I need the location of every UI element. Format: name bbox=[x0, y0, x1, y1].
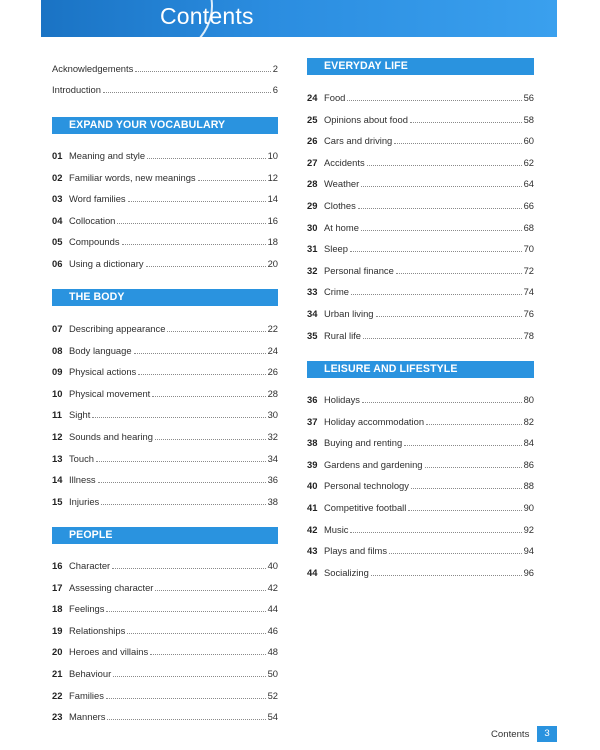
dot-leader bbox=[367, 165, 522, 166]
entry-title: Competitive football bbox=[324, 502, 407, 513]
section-heading-expand: EXPAND YOUR VOCABULARY bbox=[52, 117, 278, 134]
unit-number: 38 bbox=[307, 437, 318, 449]
page-number: 46 bbox=[267, 624, 278, 636]
section-heading-people: PEOPLE bbox=[52, 527, 278, 544]
unit-number: 23 bbox=[52, 711, 63, 723]
toc-entry[interactable] bbox=[307, 154, 534, 168]
entry-title: Touch bbox=[69, 452, 95, 464]
entry-title: Acknowledgements bbox=[52, 63, 134, 74]
unit-number: 34 bbox=[307, 308, 318, 319]
toc-entry[interactable] bbox=[52, 212, 278, 226]
entry-title: Families bbox=[69, 689, 104, 701]
unit-number: 14 bbox=[52, 474, 63, 486]
dot-leader bbox=[106, 611, 265, 612]
dot-leader bbox=[389, 553, 522, 554]
dot-leader bbox=[363, 338, 522, 339]
entry-title: Weather bbox=[324, 178, 360, 190]
entry-title: Introduction bbox=[52, 84, 101, 95]
dot-leader bbox=[371, 575, 522, 576]
dot-leader bbox=[198, 180, 266, 181]
unit-number: 19 bbox=[52, 624, 63, 636]
unit-number: 10 bbox=[52, 387, 63, 399]
toc-entry[interactable] bbox=[307, 132, 534, 146]
unit-number: 31 bbox=[307, 243, 318, 255]
dot-leader bbox=[347, 100, 521, 101]
page-number: 54 bbox=[267, 711, 278, 723]
page-number: 84 bbox=[523, 437, 534, 449]
entry-title: Physical actions bbox=[69, 366, 137, 378]
toc-entry[interactable] bbox=[307, 305, 534, 319]
toc-entry[interactable] bbox=[52, 622, 278, 636]
toc-entry[interactable] bbox=[307, 327, 534, 341]
entry-title: Behaviour bbox=[69, 668, 112, 679]
toc-entry[interactable] bbox=[52, 406, 278, 420]
toc-entry[interactable] bbox=[52, 471, 278, 485]
toc-entry[interactable] bbox=[307, 89, 534, 103]
toc-entry[interactable] bbox=[307, 240, 534, 254]
page-number: 6 bbox=[272, 84, 278, 95]
toc-entry[interactable] bbox=[52, 428, 278, 442]
page-number: 42 bbox=[267, 581, 278, 593]
unit-number: 18 bbox=[52, 603, 63, 615]
entry-title: Describing appearance bbox=[69, 323, 166, 334]
page-number: 26 bbox=[267, 366, 278, 378]
toc-entry[interactable] bbox=[307, 434, 534, 448]
unit-number: 33 bbox=[307, 286, 318, 298]
toc-entry[interactable] bbox=[52, 579, 278, 593]
unit-number: 07 bbox=[52, 323, 63, 334]
dot-leader bbox=[138, 374, 265, 375]
page-number: 18 bbox=[267, 236, 278, 248]
dot-leader bbox=[404, 445, 521, 446]
unit-number: 25 bbox=[307, 113, 318, 125]
dot-leader bbox=[107, 719, 265, 720]
unit-number: 05 bbox=[52, 236, 63, 248]
entry-title: Collocation bbox=[69, 214, 116, 226]
unit-number: 41 bbox=[307, 502, 318, 513]
entry-title: Holiday accommodation bbox=[324, 415, 425, 427]
toc-entry[interactable] bbox=[307, 283, 534, 297]
toc-entry[interactable] bbox=[307, 391, 534, 405]
toc-entry[interactable] bbox=[307, 175, 534, 189]
dot-leader bbox=[147, 158, 265, 159]
toc-entry[interactable] bbox=[52, 493, 278, 507]
entry-title: Cars and driving bbox=[324, 135, 393, 147]
page-number: 40 bbox=[267, 560, 278, 571]
page-number: 30 bbox=[267, 409, 278, 421]
dot-leader bbox=[101, 504, 265, 505]
entry-title: Buying and renting bbox=[324, 437, 403, 449]
page-number: 64 bbox=[523, 178, 534, 190]
page-number: 60 bbox=[523, 135, 534, 147]
dot-leader bbox=[358, 208, 522, 209]
footer-page-number: 3 bbox=[537, 726, 557, 742]
toc-entry[interactable] bbox=[52, 708, 278, 722]
unit-number: 21 bbox=[52, 668, 63, 679]
page-number: 96 bbox=[523, 566, 534, 578]
unit-number: 27 bbox=[307, 156, 318, 168]
toc-entry[interactable] bbox=[52, 342, 278, 356]
page-number: 94 bbox=[523, 545, 534, 557]
entry-title: Sleep bbox=[324, 243, 348, 255]
dot-leader bbox=[113, 676, 265, 677]
dot-leader bbox=[155, 439, 266, 440]
unit-number: 36 bbox=[307, 394, 318, 405]
page-number: 52 bbox=[267, 689, 278, 701]
dot-leader bbox=[350, 251, 522, 252]
toc-entry[interactable] bbox=[52, 363, 278, 377]
toc-entry[interactable] bbox=[52, 687, 278, 701]
unit-number: 06 bbox=[52, 258, 63, 269]
page-number: 32 bbox=[267, 431, 278, 442]
unit-number: 39 bbox=[307, 458, 318, 470]
unit-number: 04 bbox=[52, 214, 63, 226]
page-number: 92 bbox=[523, 523, 534, 535]
unit-number: 03 bbox=[52, 193, 63, 205]
entry-title: Heroes and villains bbox=[69, 646, 149, 658]
section-heading-everyday: EVERYDAY LIFE bbox=[307, 58, 534, 75]
dot-leader bbox=[155, 590, 265, 591]
unit-number: 35 bbox=[307, 329, 318, 341]
toc-entry[interactable] bbox=[52, 600, 278, 614]
footer-label: Contents bbox=[491, 729, 530, 740]
unit-number: 01 bbox=[52, 150, 63, 161]
entry-title: Music bbox=[324, 523, 349, 535]
entry-title: Personal finance bbox=[324, 264, 394, 276]
dot-leader bbox=[122, 244, 266, 245]
entry-title: Personal technology bbox=[324, 480, 409, 492]
toc-entry[interactable] bbox=[52, 255, 278, 269]
page-number: 12 bbox=[267, 171, 278, 183]
section-heading-leisure: LEISURE AND LIFESTYLE bbox=[307, 361, 534, 378]
dot-leader bbox=[396, 273, 522, 274]
toc-entry[interactable] bbox=[52, 643, 278, 657]
toc-entry[interactable] bbox=[307, 111, 534, 125]
entry-title: Physical movement bbox=[69, 387, 151, 399]
page-number: 82 bbox=[523, 415, 534, 427]
dot-leader bbox=[351, 294, 522, 295]
unit-number: 17 bbox=[52, 581, 63, 593]
dot-leader bbox=[152, 396, 265, 397]
entry-title: Relationships bbox=[69, 624, 126, 636]
page-number: 88 bbox=[523, 480, 534, 492]
toc-entry[interactable] bbox=[307, 542, 534, 556]
dot-leader bbox=[361, 186, 521, 187]
entry-title: Rural life bbox=[324, 329, 361, 341]
unit-number: 26 bbox=[307, 135, 318, 147]
page-number: 74 bbox=[523, 286, 534, 298]
dot-leader bbox=[92, 417, 265, 418]
page-number: 68 bbox=[523, 221, 534, 233]
unit-number: 13 bbox=[52, 452, 63, 464]
page-number: 50 bbox=[267, 668, 278, 679]
toc-entry[interactable] bbox=[307, 564, 534, 578]
toc-entry[interactable] bbox=[307, 477, 534, 491]
toc-entry[interactable] bbox=[52, 665, 278, 679]
entry-title: Opinions about food bbox=[324, 113, 408, 125]
page-number: 16 bbox=[267, 214, 278, 226]
page-number: 14 bbox=[267, 193, 278, 205]
entry-title: Assessing character bbox=[69, 581, 154, 593]
page-number: 36 bbox=[267, 474, 278, 486]
unit-number: 15 bbox=[52, 495, 63, 507]
entry-title: Holidays bbox=[324, 394, 360, 405]
dot-leader bbox=[96, 461, 266, 462]
page-number: 38 bbox=[267, 495, 278, 507]
entry-title: Food bbox=[324, 92, 346, 103]
unit-number: 22 bbox=[52, 689, 63, 701]
unit-number: 40 bbox=[307, 480, 318, 492]
dot-leader bbox=[361, 230, 522, 231]
page-number: 22 bbox=[267, 323, 278, 334]
entry-title: Gardens and gardening bbox=[324, 458, 423, 470]
entry-title: Urban living bbox=[324, 308, 374, 319]
dot-leader bbox=[112, 568, 265, 569]
dot-leader bbox=[376, 316, 522, 317]
dot-leader bbox=[394, 143, 521, 144]
unit-number: 20 bbox=[52, 646, 63, 658]
entry-title: Character bbox=[69, 560, 111, 571]
page-number: 2 bbox=[272, 63, 278, 74]
dot-leader bbox=[146, 266, 266, 267]
unit-number: 11 bbox=[52, 409, 62, 421]
dot-leader bbox=[408, 510, 521, 511]
page-title: Contents bbox=[160, 3, 254, 29]
unit-number: 02 bbox=[52, 171, 63, 183]
unit-number: 42 bbox=[307, 523, 318, 535]
entry-title: Body language bbox=[69, 344, 132, 356]
toc-entry[interactable] bbox=[307, 262, 534, 276]
page-number: 34 bbox=[267, 452, 278, 464]
toc-entry[interactable] bbox=[52, 385, 278, 399]
dot-leader bbox=[127, 633, 265, 634]
entry-title: Feelings bbox=[69, 603, 105, 615]
dot-leader bbox=[106, 698, 266, 699]
page-number: 66 bbox=[523, 200, 534, 211]
unit-number: 28 bbox=[307, 178, 318, 190]
entry-title: Using a dictionary bbox=[69, 258, 144, 269]
dot-leader bbox=[411, 488, 522, 489]
dot-leader bbox=[103, 92, 271, 93]
dot-leader bbox=[117, 223, 265, 224]
entry-title: Injuries bbox=[69, 495, 100, 507]
entry-title: Meaning and style bbox=[69, 150, 146, 161]
page-number: 90 bbox=[523, 502, 534, 513]
page-number: 56 bbox=[523, 92, 534, 103]
dot-leader bbox=[135, 71, 270, 72]
section-heading-body: THE BODY bbox=[52, 289, 278, 306]
entry-title: Socializing bbox=[324, 566, 369, 578]
toc-entry[interactable] bbox=[52, 190, 278, 204]
entry-title: Crime bbox=[324, 286, 349, 298]
page-number: 70 bbox=[523, 243, 534, 255]
toc-entry[interactable] bbox=[52, 60, 278, 74]
toc-entry[interactable] bbox=[307, 413, 534, 427]
page-number: 24 bbox=[267, 344, 278, 356]
entry-title: Clothes bbox=[324, 200, 356, 211]
entry-title: Compounds bbox=[69, 236, 120, 248]
unit-number: 09 bbox=[52, 366, 63, 378]
entry-title: Manners bbox=[69, 711, 106, 723]
entry-title: Accidents bbox=[324, 156, 365, 168]
entry-title: Sounds and hearing bbox=[69, 431, 153, 442]
page-number: 86 bbox=[523, 458, 534, 470]
page-number: 20 bbox=[267, 258, 278, 269]
page-number: 80 bbox=[523, 394, 534, 405]
dot-leader bbox=[150, 654, 265, 655]
page-number: 28 bbox=[267, 387, 278, 399]
unit-number: 16 bbox=[52, 560, 63, 571]
unit-number: 29 bbox=[307, 200, 318, 211]
toc-entry[interactable] bbox=[307, 197, 534, 211]
entry-title: At home bbox=[324, 221, 359, 233]
toc-entry[interactable] bbox=[52, 147, 278, 161]
page-number: 72 bbox=[523, 264, 534, 276]
toc-entry[interactable] bbox=[307, 219, 534, 233]
dot-leader bbox=[425, 467, 522, 468]
dot-leader bbox=[128, 201, 266, 202]
toc-entry[interactable] bbox=[52, 233, 278, 247]
unit-number: 30 bbox=[307, 221, 318, 233]
page-number: 78 bbox=[523, 329, 534, 341]
dot-leader bbox=[134, 353, 266, 354]
dot-leader bbox=[410, 122, 522, 123]
page-number: 62 bbox=[523, 156, 534, 168]
unit-number: 37 bbox=[307, 415, 318, 427]
toc-entry[interactable] bbox=[307, 499, 534, 513]
dot-leader bbox=[98, 482, 266, 483]
page-number: 48 bbox=[267, 646, 278, 658]
dot-leader bbox=[362, 402, 522, 403]
dot-leader bbox=[350, 532, 521, 533]
unit-number: 08 bbox=[52, 344, 63, 356]
entry-title: Sight bbox=[69, 409, 91, 421]
dot-leader bbox=[426, 424, 522, 425]
entry-title: Word families bbox=[69, 193, 126, 205]
unit-number: 43 bbox=[307, 545, 318, 557]
toc-entry[interactable] bbox=[52, 169, 278, 183]
entry-title: Plays and films bbox=[324, 545, 388, 557]
entry-title: Illness bbox=[69, 474, 96, 486]
page-number: 58 bbox=[523, 113, 534, 125]
toc-entry[interactable] bbox=[52, 557, 278, 571]
page-number: 44 bbox=[267, 603, 278, 615]
dot-leader bbox=[167, 331, 265, 332]
unit-number: 12 bbox=[52, 431, 63, 442]
toc-entry[interactable] bbox=[52, 320, 278, 334]
toc-entry[interactable] bbox=[307, 521, 534, 535]
toc-entry[interactable] bbox=[52, 81, 278, 95]
toc-entry[interactable] bbox=[307, 456, 534, 470]
page-number: 10 bbox=[267, 150, 278, 161]
unit-number: 44 bbox=[307, 566, 318, 578]
entry-title: Familiar words, new meanings bbox=[69, 171, 196, 183]
contents-header bbox=[41, 0, 557, 37]
unit-number: 32 bbox=[307, 264, 318, 276]
page-number: 76 bbox=[523, 308, 534, 319]
unit-number: 24 bbox=[307, 92, 318, 103]
toc-entry[interactable] bbox=[52, 450, 278, 464]
